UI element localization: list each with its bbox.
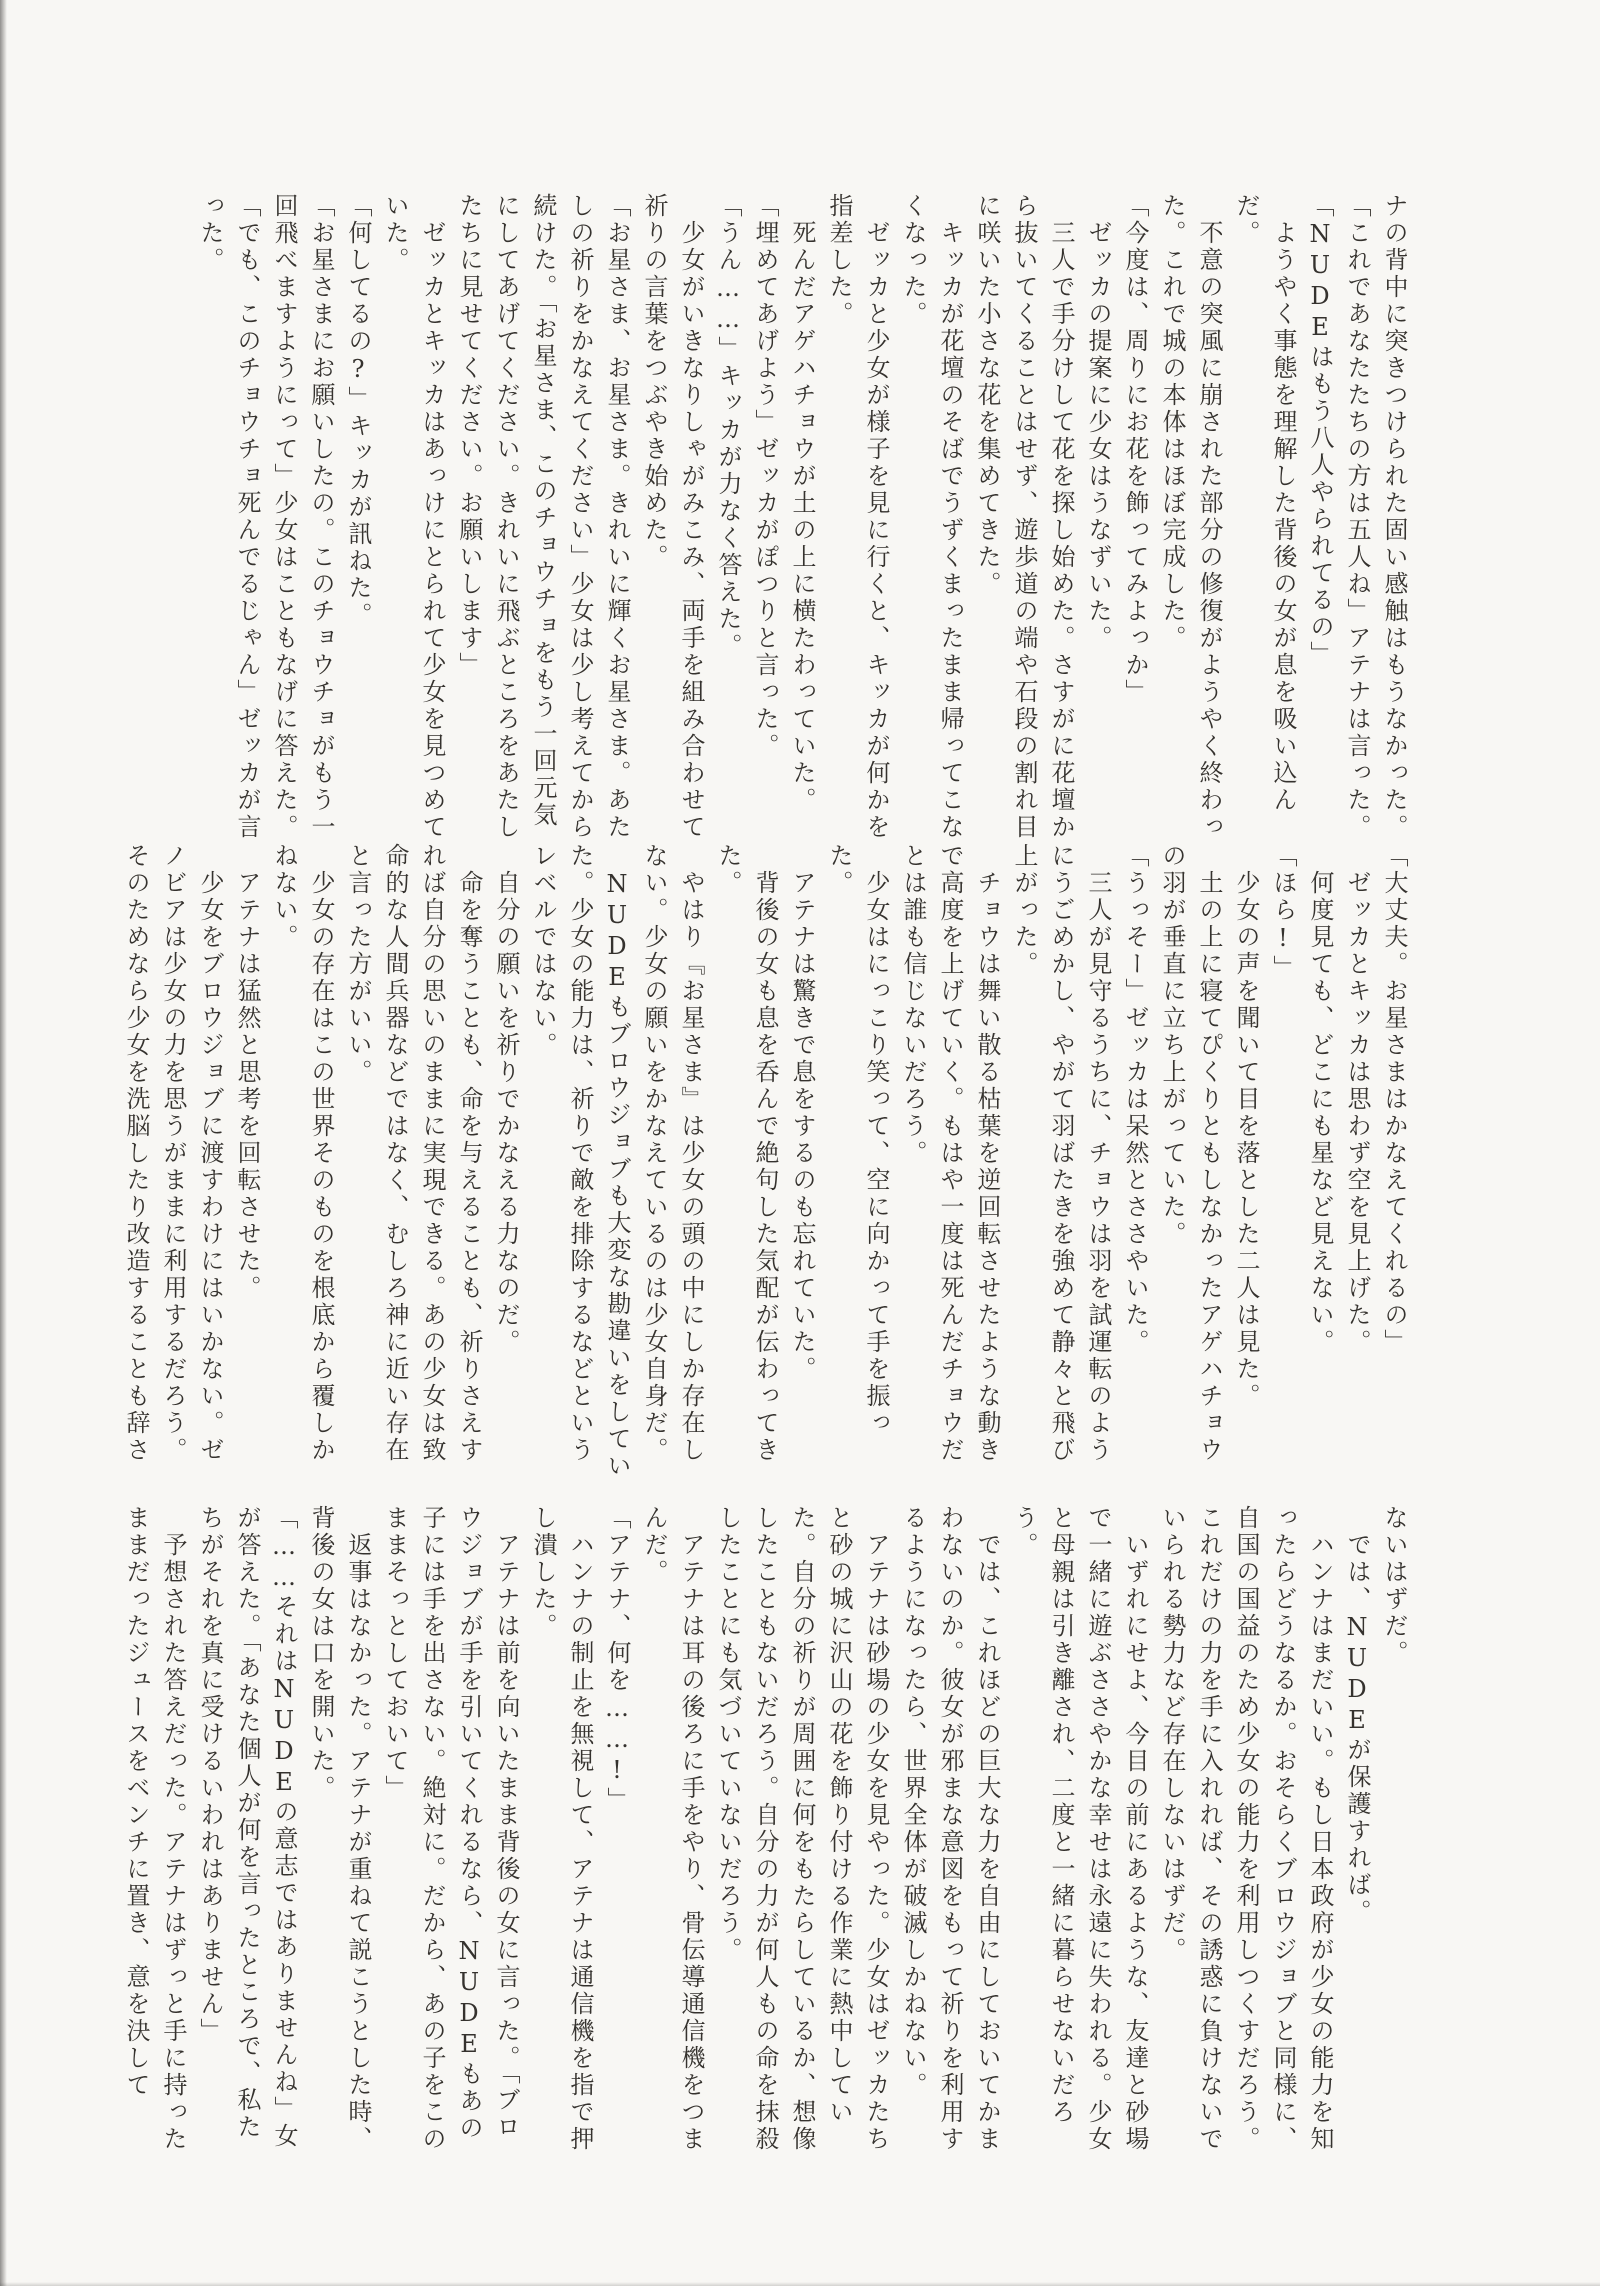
paragraph: 何度見ても、どこにも星など見えない。 — [1306, 843, 1334, 1356]
paragraph: 「お星さまにお願いしたの。このチョウチョがもう一回飛べますようにって」少女はこともなげに答えた。 — [270, 193, 335, 841]
paragraph: 少女がいきなりしゃがみこみ、両手を組み合わせて祈りの言葉をつぶやき始めた。 — [640, 193, 705, 841]
paragraph: ないはずだ。 — [1380, 1505, 1408, 1667]
paragraph: 「これであなたたちの方は五人ね」アテナは言った。 — [1343, 193, 1371, 841]
paragraph: 「今度は、周りにお花を飾ってみよっか」 — [1121, 193, 1149, 706]
paragraph: キッカが花壇のそばでうずくまったまま帰ってこなくなった。 — [899, 193, 964, 841]
paragraph: 「うっそー」ゼッカは呆然とささやいた。 — [1121, 843, 1149, 1356]
paragraph: アテナは猛然と思考を回転させた。 — [233, 843, 261, 1302]
paragraph: 少女の存在はこの世界そのものを根底から覆しかねない。 — [270, 843, 335, 1464]
paragraph: 「お星さま、お星さま。きれいに輝くお星さま。あたしの祈りをかなえてください」少女は少し考えてから続けた。「お星さま、このチョウチョをもう一回元気にしてあげてください。きれいに飛ぶところをあたしたちに見せてください。お願いします」 — [455, 193, 631, 841]
paragraph: ゼッカの提案に少女はうなずいた。 — [1084, 193, 1112, 652]
paragraph: 死んだアゲハチョウが土の上に横たわっていた。 — [788, 193, 816, 814]
paragraph: 少女はにっこり笑って、空に向かって手を振った。 — [825, 843, 890, 1437]
paragraph: 「ほら!」 — [1269, 843, 1297, 982]
paragraph: 返事はなかった。アテナが重ねて説こうとした時、背後の女は口を開いた。 — [307, 1505, 372, 2153]
paragraph: やはり『お星さま』は少女の頭の中にしか存在しない。少女の願いをかなえているのは少女自身だ。 — [640, 843, 705, 1464]
paragraph: 命を奪うことも、命を与えることも、祈りさえすれば自分の思いのままに実現できる。あの少女は致命的な人間兵器などではなく、むしろ神に近い存在と言った方がいい。 — [344, 843, 483, 1464]
paragraph: 三人が見守るうちに、チョウは羽を試運転のようにうごめかし、やがて羽ばたきを強めて静々と飛び上がった。 — [1010, 843, 1112, 1464]
paragraph: では、NUDEが保護すれば。 — [1343, 1505, 1371, 1926]
paragraph: ゼッカとキッカはあっけにとられて少女を見つめていた。 — [381, 193, 446, 841]
paragraph: 予想された答えだった。アテナはずっと手に持ったままだったジュースをベンチに置き、意を決して — [122, 1505, 187, 2153]
paragraph: 「NUDEはもう八人やられてるの」 — [1306, 193, 1334, 668]
text-block-bottom — [117, 1505, 1412, 2155]
text-block-middle — [117, 843, 1412, 1483]
paragraph: 「うん……」キッカが力なく答えた。 — [714, 193, 742, 660]
paragraph: NUDEもブロウジョブも大変な勘違いをしていた。少女の能力は、祈りで敵を排除するなどというレベルではない。 — [529, 843, 631, 1480]
paragraph: アテナは砂場の少女を見やった。少女はゼッカたちと砂の城に沢山の花を飾り付ける作業に熱中していた。自分の祈りが周囲に何をもたらしているか、想像したこともないだろう。自分の力が何人もの命を抹殺したことにも気づいていないだろう。 — [714, 1505, 890, 2153]
paragraph: 不意の突風に崩された部分の修復がようやく終わった。これで城の本体はほぼ完成した。 — [1158, 193, 1223, 841]
paragraph: 土の上に寝てぴくりともしなかったアゲハチョウの羽が垂直に立ち上がっていた。 — [1158, 843, 1223, 1464]
paragraph: 「何してるの?」キッカが訊ねた。 — [344, 193, 372, 629]
paragraph: ゼッカとキッカは思わず空を見上げた。 — [1343, 843, 1371, 1356]
paragraph: アテナは耳の後ろに手をやり、骨伝導通信機をつまんだ。 — [640, 1505, 705, 2153]
paragraph: では、これほどの巨大な力を自由にしておいてかまわないのか。彼女が邪まな意図をもって祈りを利用するようになったら、世界全体が破滅しかねない。 — [899, 1505, 1001, 2153]
paragraph: 「大丈夫。お星さまはかなえてくれるの」 — [1380, 843, 1408, 1356]
paragraph: 「でも、このチョウチョ死んでるじゃん」ゼッカが言った。 — [196, 193, 261, 841]
paragraph: 自分の願いを祈りでかなえる力なのだ。 — [492, 843, 520, 1356]
paragraph: アテナは前を向いたまま背後の女に言った。「ブロウジョブが手を引いてくれるなら、NUDEもあの子には手を出さない。絶対に。だから、あの子をこのままそっとしておいて」 — [381, 1505, 520, 2153]
paragraph: いずれにせよ、今目の前にあるような、友達と砂場で一緒に遊ぶささやかな幸せは永遠に失われる。少女と母親は引き離され、二度と一緒に暮らせないだろう。 — [1010, 1505, 1149, 2153]
paragraph: ゼッカと少女が様子を見に行くと、キッカが何かを指差した。 — [825, 193, 890, 841]
paragraph: アテナは驚きで息をするのも忘れていた。 — [788, 843, 816, 1383]
paragraph: 三人で手分けして花を探し始めた。さすがに花壇から抜いてくることはせず、遊歩道の端や石段の割れ目に咲いた小さな花を集めてきた。 — [973, 193, 1075, 841]
paragraph: 「アテナ、何を……!」 — [603, 1505, 631, 1814]
paragraph: ナの背中に突きつけられた固い感触はもうなかった。 — [1380, 193, 1408, 841]
paragraph: 背後の女も息を呑んで絶句した気配が伝わってきた。 — [714, 843, 779, 1464]
paragraph: ようやく事態を理解した背後の女が息を吸い込んだ。 — [1232, 193, 1297, 814]
paragraph: 少女の声を聞いて目を落とした二人は見た。 — [1232, 843, 1260, 1410]
paragraph: ハンナはまだいい。もし日本政府が少女の能力を知ったらどうなるか。おそらくブロウジョブと同様に、自国の国益のため少女の能力を利用しつくすだろう。これだけの力を手に入れれば、その誘惑に負けないでいられる勢力など存在しないはずだ。 — [1158, 1505, 1334, 2153]
paragraph: 「埋めてあげよう」ゼッカがぽつりと言った。 — [751, 193, 779, 760]
paragraph: ハンナの制止を無視して、アテナは通信機を指で押し潰した。 — [529, 1505, 594, 2153]
scan-edge-shadow-bottom — [0, 2282, 1600, 2286]
paragraph: チョウは舞い散る枯葉を逆回転させたような動きで高度を上げていく。もはや一度は死んだチョウだとは誰も信じないだろう。 — [899, 843, 1001, 1464]
text-block-top — [191, 193, 1412, 853]
paragraph: 「……それはNUDEの意志ではありませんね」女が答えた。「あなた個人が何を言ったところで、私たちがそれを真に受けるいわれはありません」 — [196, 1505, 298, 2150]
paragraph: 少女をブロウジョブに渡すわけにはいかない。ゼノビアは少女の力を思うがままに利用するだろう。そのためなら少女を洗脳したり改造することも辞さ — [122, 843, 224, 1464]
scan-edge-shadow-left — [0, 0, 7, 2286]
